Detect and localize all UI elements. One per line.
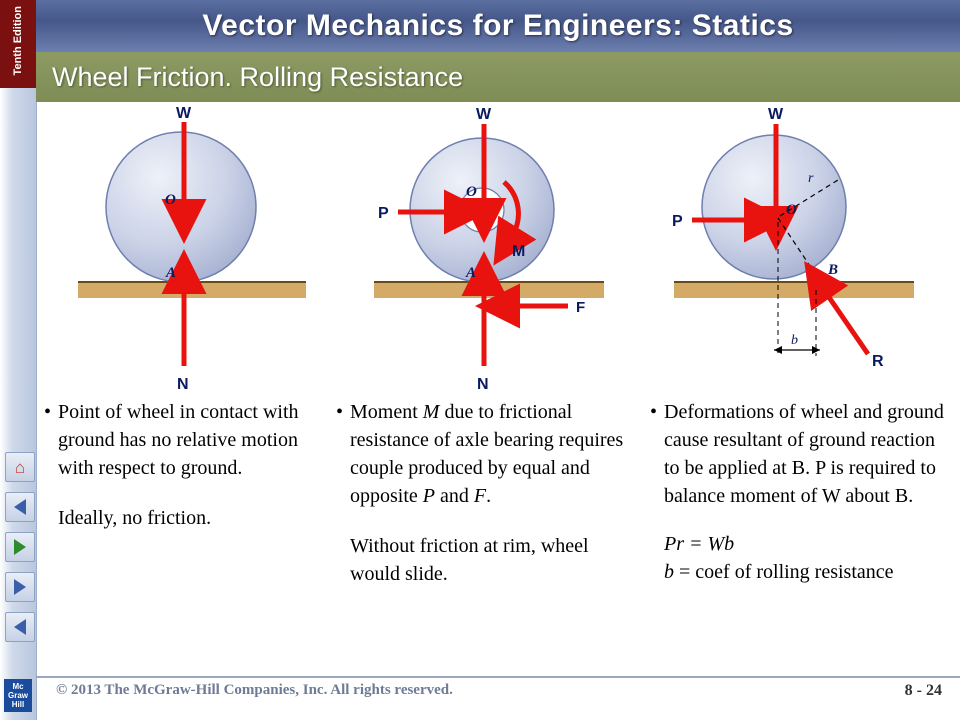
logo-line-3: Hill (11, 700, 25, 709)
svg-text:O: O (165, 192, 176, 208)
figure-row (36, 104, 960, 394)
svg-text:R: R (872, 353, 884, 370)
logo-line-2: Graw (7, 691, 28, 700)
svg-text:M: M (512, 243, 526, 260)
svg-text:A: A (466, 265, 477, 281)
note-text-2: Without friction at rim, wheel would slide. (350, 535, 589, 585)
home-icon: ⌂ (14, 457, 26, 477)
triangle-right-icon (14, 539, 26, 555)
svg-text:W: W (176, 105, 192, 122)
svg-text:P: P (672, 213, 683, 230)
bullet-dot-icon: • (650, 401, 658, 423)
svg-text:r: r (808, 171, 814, 186)
subtitle-bar (36, 52, 960, 102)
svg-text:W: W (768, 106, 784, 123)
footer-divider (36, 676, 960, 678)
equation-b-symbol: b (664, 561, 674, 583)
equation-b-definition: = coef of rolling resistance (679, 561, 894, 583)
next-button[interactable] (5, 532, 33, 560)
forward-button[interactable] (5, 572, 33, 600)
bullet-2-part-2: due to frictional resistance of axle bearing requires couple produced by equal and opposite (350, 401, 624, 507)
svg-text:b: b (791, 333, 798, 348)
svg-text:O: O (466, 184, 477, 200)
bullet-text-3: Deformations of wheel and ground cause resultant of ground reaction to be applied at B. P is required to balance moment of W about B. (664, 401, 944, 507)
edition-label: Tenth Edition (11, 6, 24, 76)
column-1 (44, 398, 334, 532)
bullet-2-part-1: Moment (350, 401, 423, 423)
bullet-2-symbol-f: F (473, 485, 487, 507)
triangle-left-icon (14, 619, 26, 635)
equation-pr-wb: Pr = Wb (664, 533, 735, 555)
triangle-left-icon (14, 499, 26, 515)
bullet-2-part-4: . (486, 485, 492, 507)
bullet-dot-icon: • (44, 401, 52, 423)
bullet-2-part-3: and (435, 485, 474, 507)
bullet-item (44, 398, 334, 482)
equation-block (650, 530, 950, 586)
copyright-text: © 2013 The McGraw-Hill Companies, Inc. All rights reserved. (56, 682, 453, 698)
figure-3-svg (656, 104, 956, 394)
section-title: Wheel Friction. Rolling Resistance (52, 61, 464, 92)
svg-text:A: A (166, 265, 177, 281)
page-title: Vector Mechanics for Engineers: Statics (202, 9, 794, 42)
page-number: 8 - 24 (904, 682, 942, 699)
svg-text:O: O (786, 202, 797, 218)
previous-button[interactable] (5, 492, 33, 520)
figure-rolling-resistance (656, 104, 956, 394)
triangle-right-icon (14, 579, 26, 595)
figure-wheel-axle-friction (354, 104, 654, 394)
bullet-dot-icon: • (336, 401, 344, 423)
title-bar (36, 0, 960, 52)
figure-1-svg (56, 104, 356, 394)
bullet-text-1: Point of wheel in contact with ground has no relative motion with respect to ground. (58, 401, 299, 479)
figure-2-svg (354, 104, 654, 394)
bullet-2-symbol-m: M (422, 401, 440, 423)
note-text-1: Ideally, no friction. (58, 507, 212, 529)
figure-wheel-no-friction (56, 104, 356, 394)
logo-line-1: Mc (12, 682, 24, 691)
column-3 (650, 398, 950, 586)
bullet-item (336, 398, 636, 510)
bullet-item (650, 398, 950, 510)
svg-text:B: B (828, 262, 839, 278)
sidebar (0, 0, 37, 720)
bullet-columns (36, 398, 960, 668)
home-button[interactable] (5, 452, 33, 480)
svg-text:N: N (477, 376, 489, 393)
edition-tab (0, 0, 36, 88)
mcgraw-hill-logo (4, 679, 32, 712)
svg-text:P: P (378, 205, 389, 222)
svg-text:W: W (476, 106, 492, 123)
bullet-text-2 (350, 398, 636, 510)
back-button[interactable] (5, 612, 33, 640)
column-2 (336, 398, 636, 588)
svg-text:N: N (177, 376, 189, 393)
bullet-2-symbol-p: P (422, 485, 435, 507)
svg-text:F: F (576, 299, 586, 316)
